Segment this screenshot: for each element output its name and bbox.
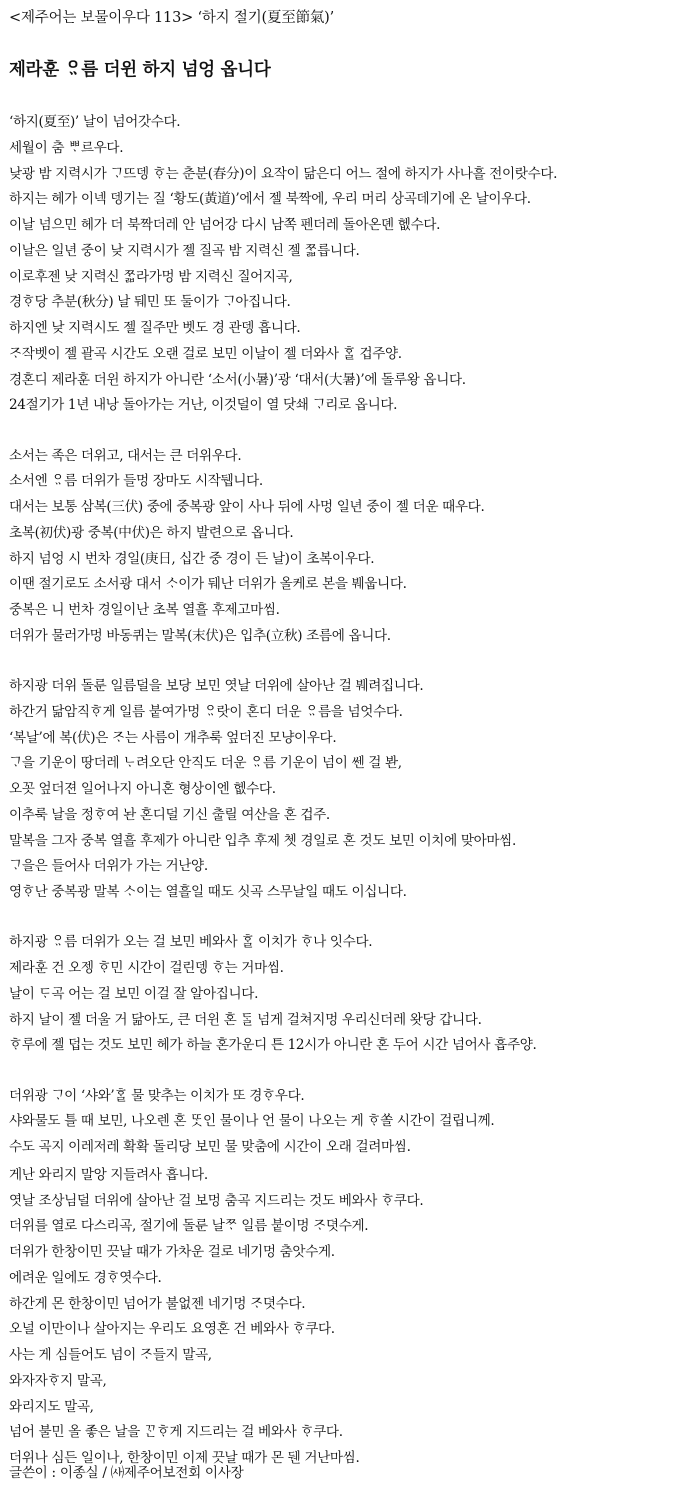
- text-line: 경혼디 제라훈 더윈 하지가 아니란 ‘소서(小暑)’광 ‘대서(大暑)’에 돌루왕 옵니다.: [9, 371, 466, 388]
- paragraph-6: [9, 1163, 694, 1472]
- text-line: 낮광 밤 지력시가 ᄀᆞ뜨뎅 ᄒᆞ는 춘분(春分)이 요작이 닮은디 어느 절에 하지가 사나흘 전이랏수다.: [9, 165, 558, 182]
- text-line: 말복을 그자 중복 열흘 후제가 아니란 입추 후제 쳇 경일로 혼 것도 보민 이치에 맞아마씸.: [9, 832, 516, 849]
- text-line: 사는 게 심들어도 넘이 ᄌᆞ들지 말곡,: [9, 1347, 212, 1363]
- text-line: ᄀᆞ을 기운이 땅더레 ᄂᆞ려오단 안직도 더운 ᄋᆢ름 기운이 넘이 쎈 걸 봔,: [9, 755, 402, 772]
- text-line: 하지엔 낮 지력시도 젤 질주만 벳도 경 관뎅 흡니다.: [9, 320, 301, 336]
- text-line: 하지 날이 젤 더울 거 닮아도, 큰 더윈 혼 ᄃᆞᆯ 넘게 걸쳐지멍 우리신더레 왓당 갑니다.: [9, 1011, 482, 1028]
- text-line: 오널 이만이나 살아지는 우리도 요영혼 건 베와사 ᄒᆞ쿠다.: [9, 1321, 335, 1338]
- text-line: 이땐 절기로도 소서광 대서 ᄉᆞ이가 뒈난 더위가 올케로 본을 붸웁니다.: [9, 576, 407, 593]
- text-line: 소서는 족은 더위고, 대서는 큰 더위우다.: [9, 447, 242, 464]
- text-line: 24절기가 1년 내낭 돌아가는 거난, 이것덜이 열 닷쇄 ᄀᆞ리로 옵니다.: [9, 397, 398, 414]
- paragraph-5: [9, 1084, 694, 1161]
- text-line: 대서는 보통 삼복(三伏) 중에 중복광 앞이 사나 뒤에 사멍 일년 중이 젤 더운 때우다.: [9, 499, 485, 515]
- text-line: ᄌᆞ작벳이 젤 괄곡 시간도 오랜 걸로 보민 이날이 젤 더와사 ᄒᆞᆯ 겁주양.: [9, 345, 402, 362]
- text-line: 더위가 한창이민 끗날 때가 가차운 걸로 네기멍 춤앗수게.: [9, 1244, 335, 1260]
- text-line: 엿날 조상님덜 더위에 살아난 걸 보멍 춤곡 지드리는 것도 베와사 ᄒᆞ쿠다.: [9, 1192, 424, 1209]
- text-line: 와자자ᄒᆞ지 말곡,: [9, 1372, 107, 1389]
- paragraph-1: [9, 110, 694, 419]
- paragraph-2: [9, 444, 694, 650]
- text-line: 이날은 일년 중이 낮 지력시가 젤 질곡 밤 지력신 젤 ᄍᆞᆲ릅니다.: [9, 242, 360, 259]
- text-line: 샤와물도 틀 때 보민, 나오렌 혼 ᄄᆞᆺ인 물이나 언 물이 나오는 게 ᄒᆞ쏠 시간이 걸립니께.: [9, 1113, 495, 1130]
- text-line: 하지 넘엉 시 번차 경일(庚日, 십간 중 경이 든 날)이 초복이우다.: [9, 550, 375, 567]
- text-line: 와리지도 말곡,: [9, 1398, 94, 1415]
- text-line: 하지광 ᄋᆢ름 더위가 오는 걸 보민 베와사 ᄒᆞᆯ 이치가 ᄒᆞ나 잇수다.: [9, 934, 373, 951]
- text-line: 이추룩 날을 정ᄒᆞ여 놘 혼디덜 기신 출릴 여산을 혼 겁주.: [9, 806, 330, 823]
- text-line: 오꼿 엎더젼 일어나지 아니혼 형상이엔 헶수다.: [9, 781, 276, 797]
- series-header: <제주어는 보물이우다 113> ‘하지 절기(夏至節氣)’: [9, 10, 335, 26]
- text-line: 영ᄒᆞ난 중복광 말복 ᄉᆞ이는 열흘일 때도 싯곡 스무날일 때도 이십니다.: [9, 884, 407, 900]
- text-line: 세월이 춤 ᄈᆞ르우다.: [9, 139, 124, 156]
- text-line: 더위를 열로 다스리곡, 절기에 돌룬 날ᄍᆞ 일름 붙이멍 ᄌᆞ뎟수게.: [9, 1218, 369, 1235]
- byline: 글쓴이 : 이종실 / ㈔제주어보전회 이사장: [9, 1465, 244, 1481]
- article-body: [9, 110, 694, 1472]
- text-line: ᄀᆞ을은 들어사 더위가 가는 거난양.: [9, 858, 208, 875]
- text-line: 넘어 불민 올 좋은 날을 ᄁᆞᆫᄒᆞ게 지드리는 걸 베와사 ᄒᆞ쿠다.: [9, 1424, 343, 1441]
- article-title: 제라훈 ᄋᆢ름 더윈 하지 넘엉 옵니다: [9, 60, 271, 80]
- text-line: 날이 ᄃᆞ곡 어는 걸 보민 이걸 잘 알아집니다.: [9, 985, 259, 1002]
- paragraph-4: [9, 930, 694, 1059]
- text-line: 초복(初伏)광 중복(中伏)은 하지 발련으로 옵니다.: [9, 524, 294, 541]
- text-line: 더위가 물러가멍 바동퀴는 말복(末伏)은 입추(立秋) 조름에 옵니다.: [9, 627, 391, 644]
- text-line: 하지는 헤가 이넥 뎅기는 질 ‘황도(黃道)’에서 젤 북짝에, 우리 머리 상곡데기에 온 날이우다.: [9, 191, 531, 208]
- text-line: 하간거 닮암직ᄒᆞ게 일름 붙여가멍 ᄋᆢ랏이 혼디 더운 ᄋᆢ름을 넘엇수다.: [9, 703, 403, 720]
- text-line: 하간게 몬 한창이민 넘어가 불없젠 네기멍 ᄌᆞ뎟수다.: [9, 1295, 306, 1312]
- text-line: 더위나 심든 일이나, 한창이민 이제 끗날 때가 몬 뒌 거난마씸.: [9, 1450, 360, 1466]
- text-line: ‘복날’에 복(伏)은 ᄌᆞ는 사름이 개추룩 엎더진 모냥이우다.: [9, 729, 337, 746]
- text-line: 소서엔 ᄋᆢ름 더위가 들멍 장마도 시작뒙니다.: [9, 473, 263, 490]
- text-line: 이로후젠 낮 지력신 ᄍᆞᆲ라가멍 밤 지력신 질어지곡,: [9, 268, 293, 285]
- text-line: 제라훈 건 오젱 ᄒᆞ민 시간이 걸린뎅 ᄒᆞ는 거마씸.: [9, 960, 284, 976]
- text-line: 수도 곡지 이레저레 확확 돌리당 보민 물 맞춤에 시간이 오래 걸려마씸.: [9, 1139, 411, 1155]
- text-line: ᄒᆞ루에 젤 덥는 것도 보민 헤가 하늘 혼가운디 튼 12시가 아니란 혼 두어 시간 넘어사 흡주양.: [9, 1037, 537, 1054]
- text-line: ‘하지(夏至)’ 날이 넘어갓수다.: [9, 114, 181, 130]
- text-line: 하지광 더위 돌룬 일름덜을 보당 보민 엿날 더위에 살아난 걸 붸려집니다.: [9, 678, 424, 694]
- text-line: 에려운 일에도 경ᄒᆞ엿수다.: [9, 1269, 162, 1286]
- text-line: 더위광 ᄀᆞ이 ‘샤와’ᄒᆞᆯ 물 맞추는 이치가 또 경ᄒᆞ우다.: [9, 1087, 305, 1104]
- text-line: 게난 와리지 말앙 지들려사 흡니다.: [9, 1166, 208, 1183]
- text-line: 경ᄒᆞ당 추분(秋分) 날 뒈민 또 둘이가 ᄀᆞ아집니다.: [9, 294, 291, 311]
- paragraph-3: [9, 674, 694, 906]
- text-line: 중복은 니 번차 경일이난 초복 열흘 후제고마씸.: [9, 602, 280, 618]
- text-line: 이날 넘으민 헤가 더 북짝더레 안 넘어강 다시 남쪽 펜더레 돌아온뎬 헶수다.: [9, 217, 441, 233]
